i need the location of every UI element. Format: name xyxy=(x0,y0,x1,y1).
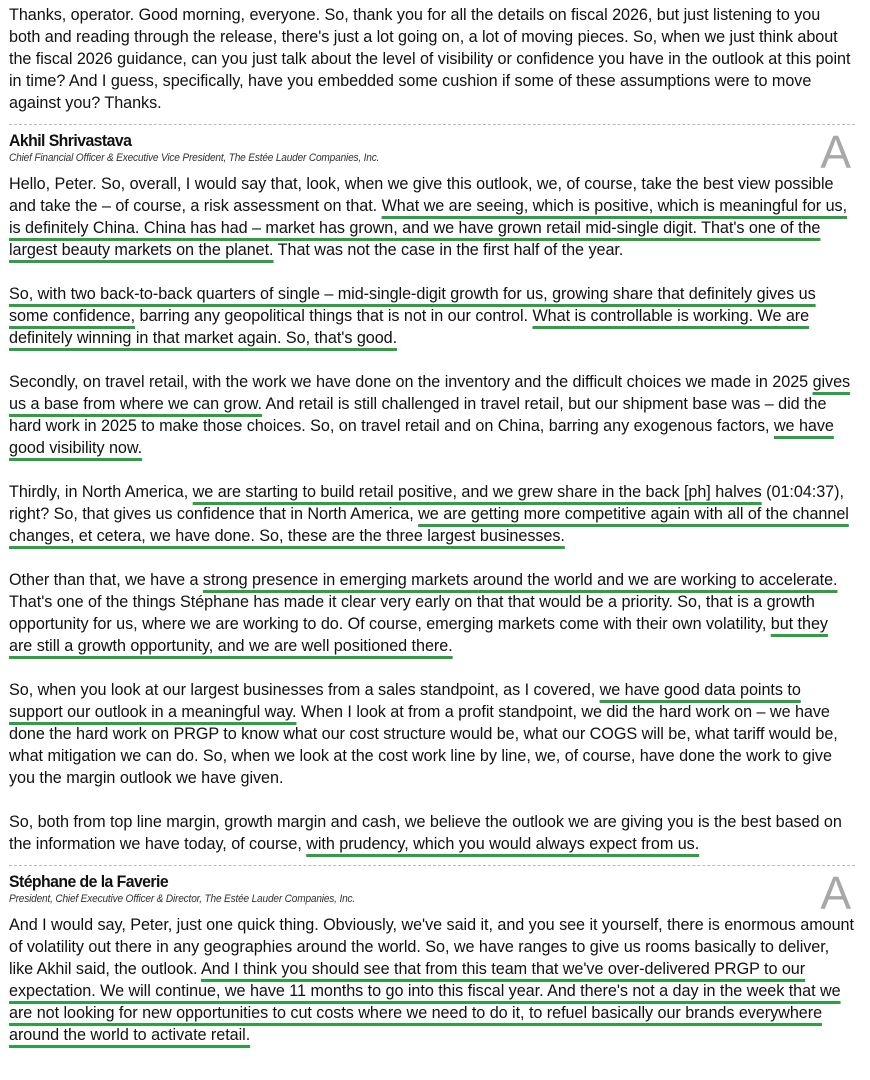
text-run: Secondly, on travel retail, with the work we have done on the inventory and the difficult choices we made in 2025 xyxy=(9,373,813,391)
text-run: And retail is still challenged in travel retail, but our shipment base was – did the hard work in 2025 to make those choices. So, on travel retail and on China, barring any exogenous factors, xyxy=(9,395,827,435)
highlighted-text: And I think you should see that from this team that we've over-delivered PRGP to our expectation. We will continue, we have 11 months to go into this fiscal year. And there's not a day in the week that we are not looking for new opportunities to cut costs where we need to do it, to refuel basically our brands everywhere around the world to activate retail. xyxy=(9,960,841,1044)
text-run: So, when you look at our largest businesses from a sales standpoint, as I covered, xyxy=(9,681,600,699)
text-run: (01:04:37), right? So, that gives us confidence that in North America, xyxy=(9,483,844,523)
text-run: So, both from top line margin, growth margin and cash, we believe the outlook we are giving you is the best based on the information we have today, of course, xyxy=(9,813,842,853)
text-run: Thirdly, in North America, xyxy=(9,483,193,501)
highlighted-text: we have good data points to support our outlook in a meaningful way. xyxy=(9,681,801,721)
speaker-title: President, Chief Executive Officer & Director, The Estée Lauder Companies, Inc. xyxy=(9,893,356,905)
highlighted-text: with prudency, which you would always expect from us. xyxy=(306,835,700,853)
text-run: When I look at from a profit standpoint, we did the hard work on – we have done the hard work on PRGP to know what our cost structure would be, what our COGS will be, what tariff would be, what mitigation we can do. So, when we look at the cost work line by line, we, of course, have done the work to give you the margin outlook we have given. xyxy=(9,703,838,787)
answer-paragraph xyxy=(9,283,855,349)
highlighted-text: What is controllable is working. We are definitely winning in that market again. So, that's good. xyxy=(9,307,810,347)
answer-paragraph xyxy=(9,569,855,657)
highlighted-text: So, with two back-to-back quarters of single – mid-single-digit growth for us, growing share that definitely gives us some confidence, xyxy=(9,285,816,325)
text-run: Hello, Peter. So, overall, I would say that, look, when we give this outlook, we, of course, take the best view possible and take the – of course, a risk assessment on that. xyxy=(9,175,834,215)
text-run: That's one of the things Stéphane has made it clear very early on that that would be a priority. So, that is a growth opportunity for us, where we are working to do. Of course, emerging markets come with their own volatility, xyxy=(9,593,815,633)
answer-paragraph xyxy=(9,371,855,459)
highlighted-text: but they are still a growth opportunity, and we are well positioned there. xyxy=(9,615,828,655)
answer-paragraph xyxy=(9,679,855,789)
highlighted-text: What we are seeing, which is positive, which is meaningful for us, is definitely China. China has had – market has grown, and we have grown retail mid-single digit. That's one of the largest beauty markets on the planet. xyxy=(9,197,848,259)
answer-paragraph xyxy=(9,811,855,855)
highlighted-text: gives us a base from where we can grow. xyxy=(9,373,851,413)
text-run: barring any geopolitical things that is not in our control. xyxy=(135,307,533,325)
answer-badge: A xyxy=(820,867,851,919)
speaker-title: Chief Financial Officer & Executive Vice President, The Estée Lauder Companies, Inc. xyxy=(9,152,380,164)
speaker-block-stephane xyxy=(9,866,855,1046)
answer-paragraph xyxy=(9,481,855,547)
answer-badge: A xyxy=(820,126,851,178)
highlighted-text: strong presence in emerging markets around the world and we are working to accelerate. xyxy=(202,571,838,589)
speaker-name: Akhil Shrivastava xyxy=(9,131,132,150)
highlighted-text: we are starting to build retail positive, and we grew share in the back [ph] halves xyxy=(192,483,762,501)
question-paragraph: Thanks, operator. Good morning, everyone. So, thank you for all the details on fiscal 2026, but just listening to you both and reading through the release, there's just a lot going on, a lot of moving pieces. So, when we just think about the fiscal 2026 guidance, can you just talk about the level of visibility or confidence you have in the outlook at this point in time? And I guess, specifically, have you embedded some cushion if some of these assumptions were to move against you? Thanks. xyxy=(9,6,851,112)
highlighted-text: we are getting more competitive again with all of the channel changes, et cetera, we have done. So, these are the three largest businesses. xyxy=(9,505,849,545)
text-run: That was not the case in the first half of the year. xyxy=(273,241,624,259)
text-run: Other than that, we have a xyxy=(9,571,203,589)
answer-paragraph xyxy=(9,914,855,1046)
speaker-name: Stéphane de la Faverie xyxy=(9,872,169,891)
answer-paragraph xyxy=(9,173,855,261)
text-run: And I would say, Peter, just one quick thing. Obviously, we've said it, and you see it yourself, there is enormous amount of volatility out there in any geographies around the world. So, we have ranges to give us rooms basically to deliver, like Akhil said, the outlook. xyxy=(9,916,854,978)
speaker-block-akhil xyxy=(9,125,855,855)
highlighted-text: we have good visibility now. xyxy=(9,417,834,457)
transcript-page xyxy=(9,4,855,1046)
